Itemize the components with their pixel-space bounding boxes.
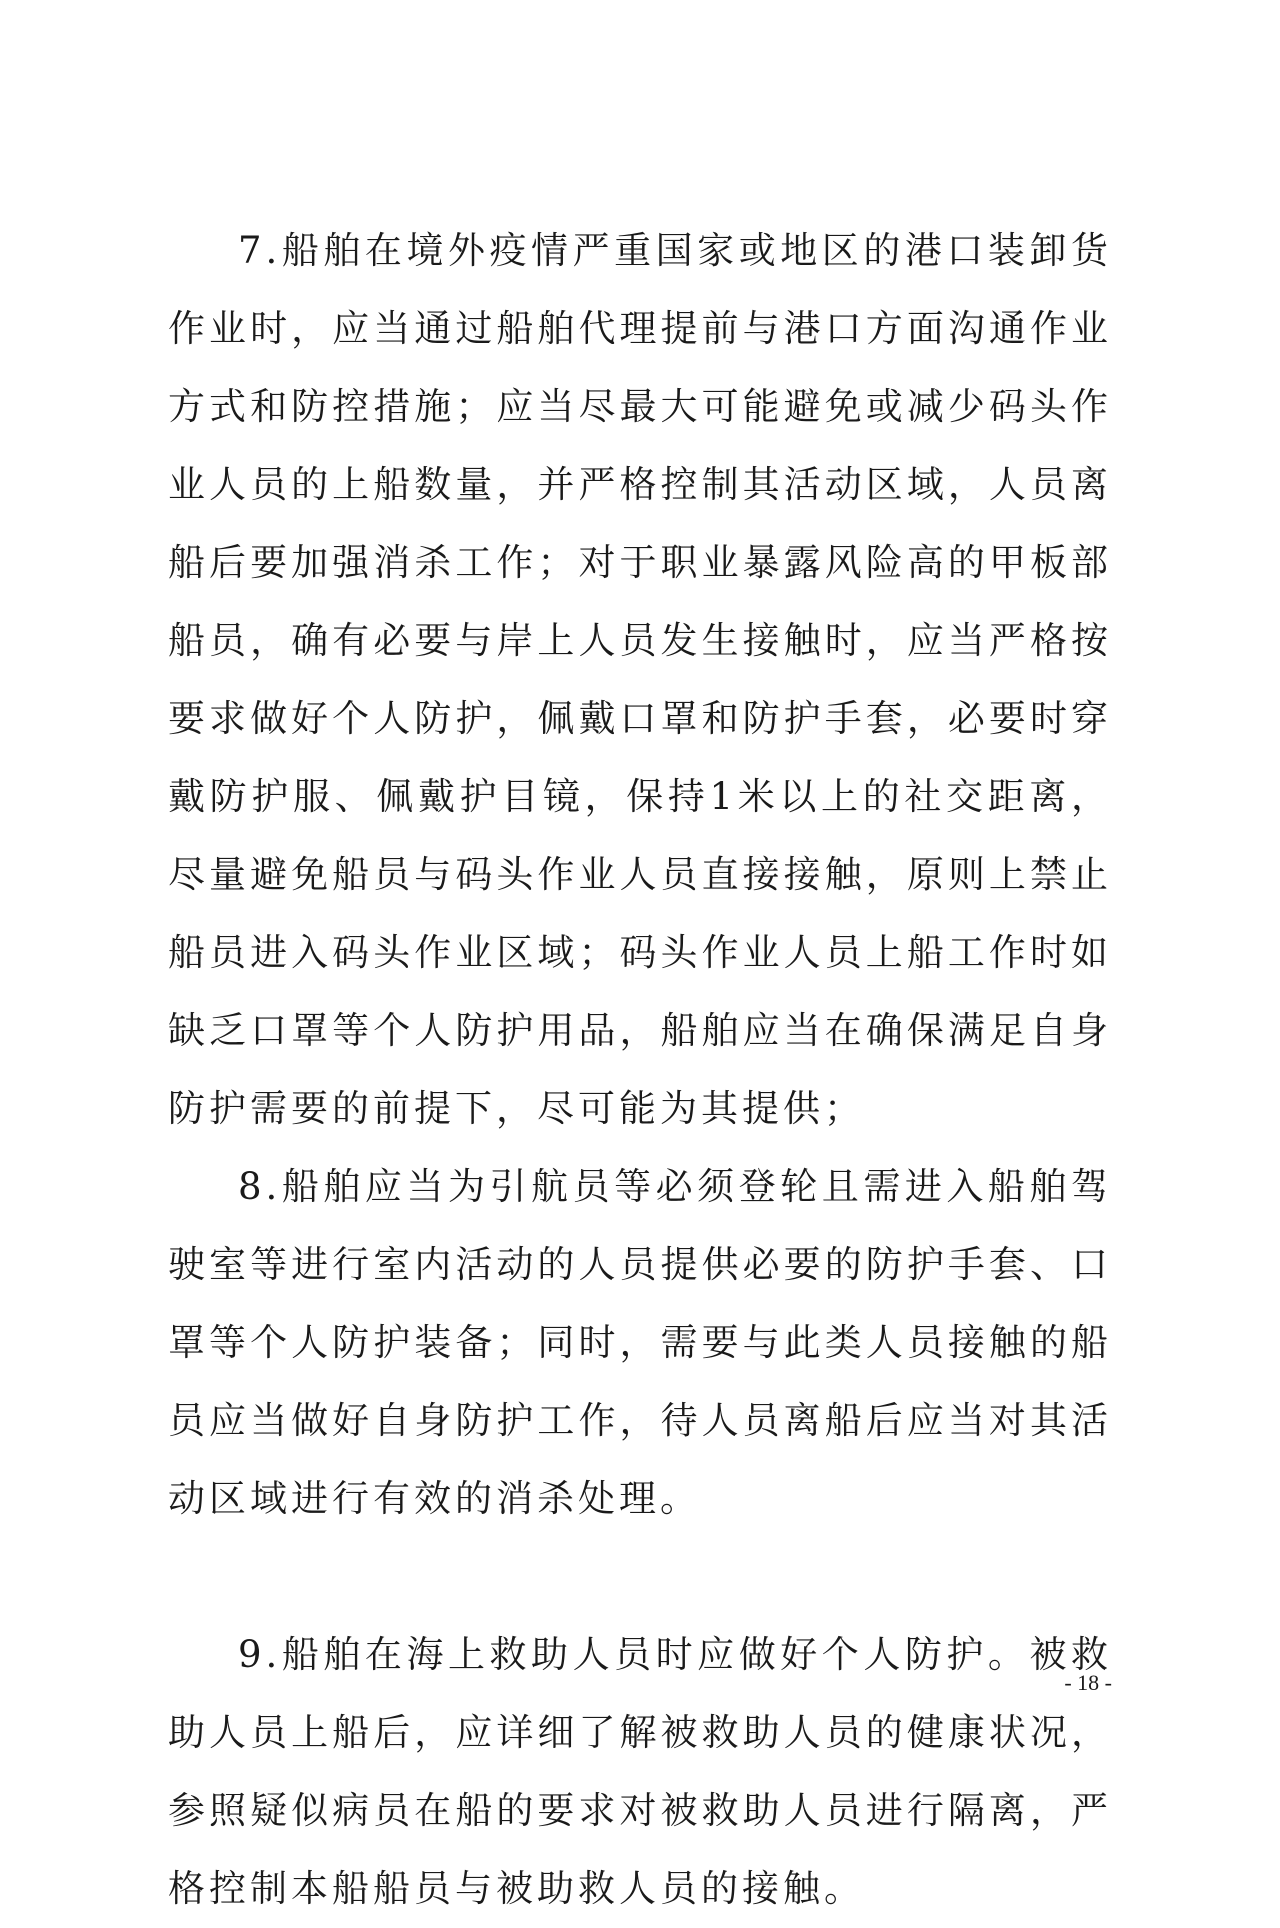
document-body: [168, 212, 1112, 1928]
paragraph-9: 9.船舶在海上救助人员时应做好个人防护。被救助人员上船后，应详细了解被救助人员的健康状况，参照疑似病员在船的要求对被救助人员进行隔离，严格控制本船船员与被助救人员的接触。: [168, 1633, 1112, 1910]
paragraph-7: 7.船舶在境外疫情严重国家或地区的港口装卸货作业时，应当通过船舶代理提前与港口方面沟通作业方式和防控措施；应当尽最大可能避免或减少码头作业人员的上船数量，并严格控制其活动区域，人员离船后要加强消杀工作；对于职业暴露风险高的甲板部船员，确有必要与岸上人员发生接触时，应当严格按要求做好个人防护，佩戴口罩和防护手套，必要时穿戴防护服、佩戴护目镜，保持1米以上的社交距离，尽量避免船员与码头作业人员直接接触，原则上禁止船员进入码头作业区域；码头作业人员上船工作时如缺乏口罩等个人防护用品，船舶应当在确保满足自身防护需要的前提下，尽可能为其提供；: [168, 229, 1112, 1130]
paragraph-8: 8.船舶应当为引航员等必须登轮且需进入船舶驾驶室等进行室内活动的人员提供必要的防护手套、口罩等个人防护装备；同时，需要与此类人员接触的船员应当做好自身防护工作，待人员离船后应当对其活动区域进行有效的消杀处理。: [168, 1165, 1112, 1520]
page-number: - 18 -: [1064, 1670, 1112, 1695]
